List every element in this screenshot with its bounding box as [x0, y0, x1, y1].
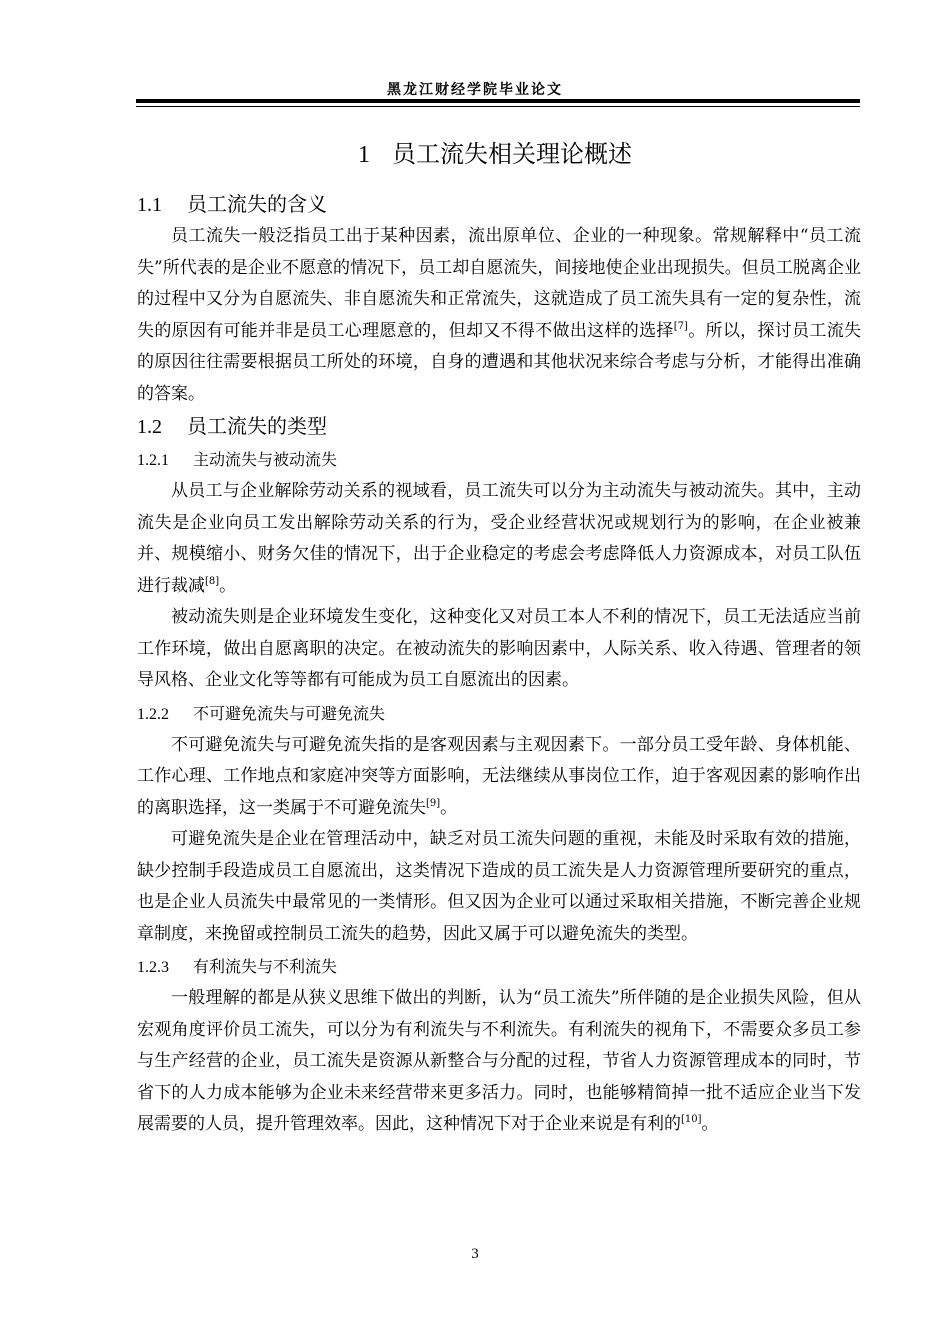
section-number: 1.2 — [137, 416, 162, 438]
running-header: 黑龙江财经学院毕业论文 — [387, 82, 563, 98]
citation-ref: [9] — [426, 797, 441, 809]
chapter-title — [0, 134, 950, 169]
paragraph: 从员工与企业解除劳动关系的视域看，员工流失可以分为主动流失与被动流失。其中，主动流失是企业向员工发出解除劳动关系的行为，受企业经营状况或规划行为的影响，在企业被兼并、规模缩小、财务欠佳的情况下，出于企业稳定的考虑会考虑降低人力资源成本，对员工队伍进行裁减[8]。 — [137, 481, 861, 596]
section-heading-1-1 — [137, 188, 861, 221]
subsection-heading-1-2-1 — [137, 443, 861, 476]
paragraph: 不可避免流失与可避免流失指的是客观因素与主观因素下。一部分员工受年龄、身体机能、工作心理、工作地点和家庭冲突等方面影响，无法继续从事岗位工作，迫于客观因素的影响作出的离职选择，这一类属于不可避免流失[9]。 — [137, 734, 861, 818]
citation-ref: [7] — [673, 320, 688, 332]
subsection-number: 1.2.1 — [137, 452, 169, 469]
paragraph: 一般理解的都是从狭义思维下做出的判断，认为“员工流失”所伴随的是企业损失风险，但从宏观角度评价员工流失，可以分为有利流失与不利流失。有利流失的视角下，不需要众多员工参与生产经营的企业，员工流失是资源从新整合与分配的过程，节省人力资源管理成本的同时，节省下的人力成本能够为企业未来经营带来更多活力。同时，也能够精简掉一批不适应企业当下发展需要的人员，提升管理效率。因此，这种情况下对于企业来说是有利的[10]。 — [137, 988, 861, 1134]
subsection-title: 有利流失与不利流失 — [193, 957, 338, 976]
citation-ref: [8] — [205, 575, 220, 587]
section-heading-1-2 — [137, 410, 861, 443]
section-number: 1.1 — [137, 194, 162, 216]
section-title: 员工流失的类型 — [187, 414, 327, 438]
header-rule-thin — [136, 106, 860, 107]
subsection-title: 主动流失与被动流失 — [193, 450, 338, 469]
header-rule-thick — [136, 99, 860, 103]
paragraph: 员工流失一般泛指员工出于某种因素，流出原单位、企业的一种现象。常规解释中“员工流失”所代表的是企业不愿意的情况下，员工却自愿流失，间接地使企业出现损失。但员工脱离企业的过程中又分为自愿流失、非自愿流失和正常流失，这就造成了员工流失具有一定的复杂性，流失的原因有可能并非是员工心理愿意的，但却又不得不做出这样的选择[7]。所以，探讨员工流失的原因往往需要根据员工所处的环境，自身的遭遇和其他状况来综合考虑与分析，才能得出准确的答案。 — [137, 226, 862, 404]
page-number: 3 — [471, 1246, 479, 1262]
subsection-heading-1-2-3 — [137, 950, 861, 983]
chapter-title-text: 员工流失相关理论概述 — [392, 140, 632, 168]
paragraph: 可避免流失是企业在管理活动中，缺乏对员工流失问题的重视，未能及时采取有效的措施，缺少控制手段造成员工自愿流出，这类情况下造成的员工流失是人力资源管理所要研究的重点，也是企业人员流失中最常见的一类情形。但又因为企业可以通过采取相关措施，不断完善企业规章制度，来挽留或控制员工流失的趋势，因此又属于可以避免流失的类型。 — [137, 829, 861, 944]
subsection-number: 1.2.2 — [137, 705, 169, 723]
paragraph: 被动流失则是企业环境发生变化，这种变化又对员工本人不利的情况下，员工无法适应当前工作环境，做出自愿离职的决定。在被动流失的影响因素中，人际关系、收入待遇、管理者的领导风格、企业文化等等都有可能成为员工自愿流出的因素。 — [137, 607, 861, 690]
chapter-number: 1 — [358, 142, 370, 168]
subsection-number: 1.2.3 — [137, 959, 169, 976]
section-title: 员工流失的含义 — [187, 192, 327, 216]
citation-ref: [10] — [681, 1114, 702, 1125]
subsection-heading-1-2-2 — [137, 697, 861, 730]
subsection-title: 不可避免流失与可避免流失 — [193, 703, 386, 723]
body-content — [137, 188, 861, 1141]
